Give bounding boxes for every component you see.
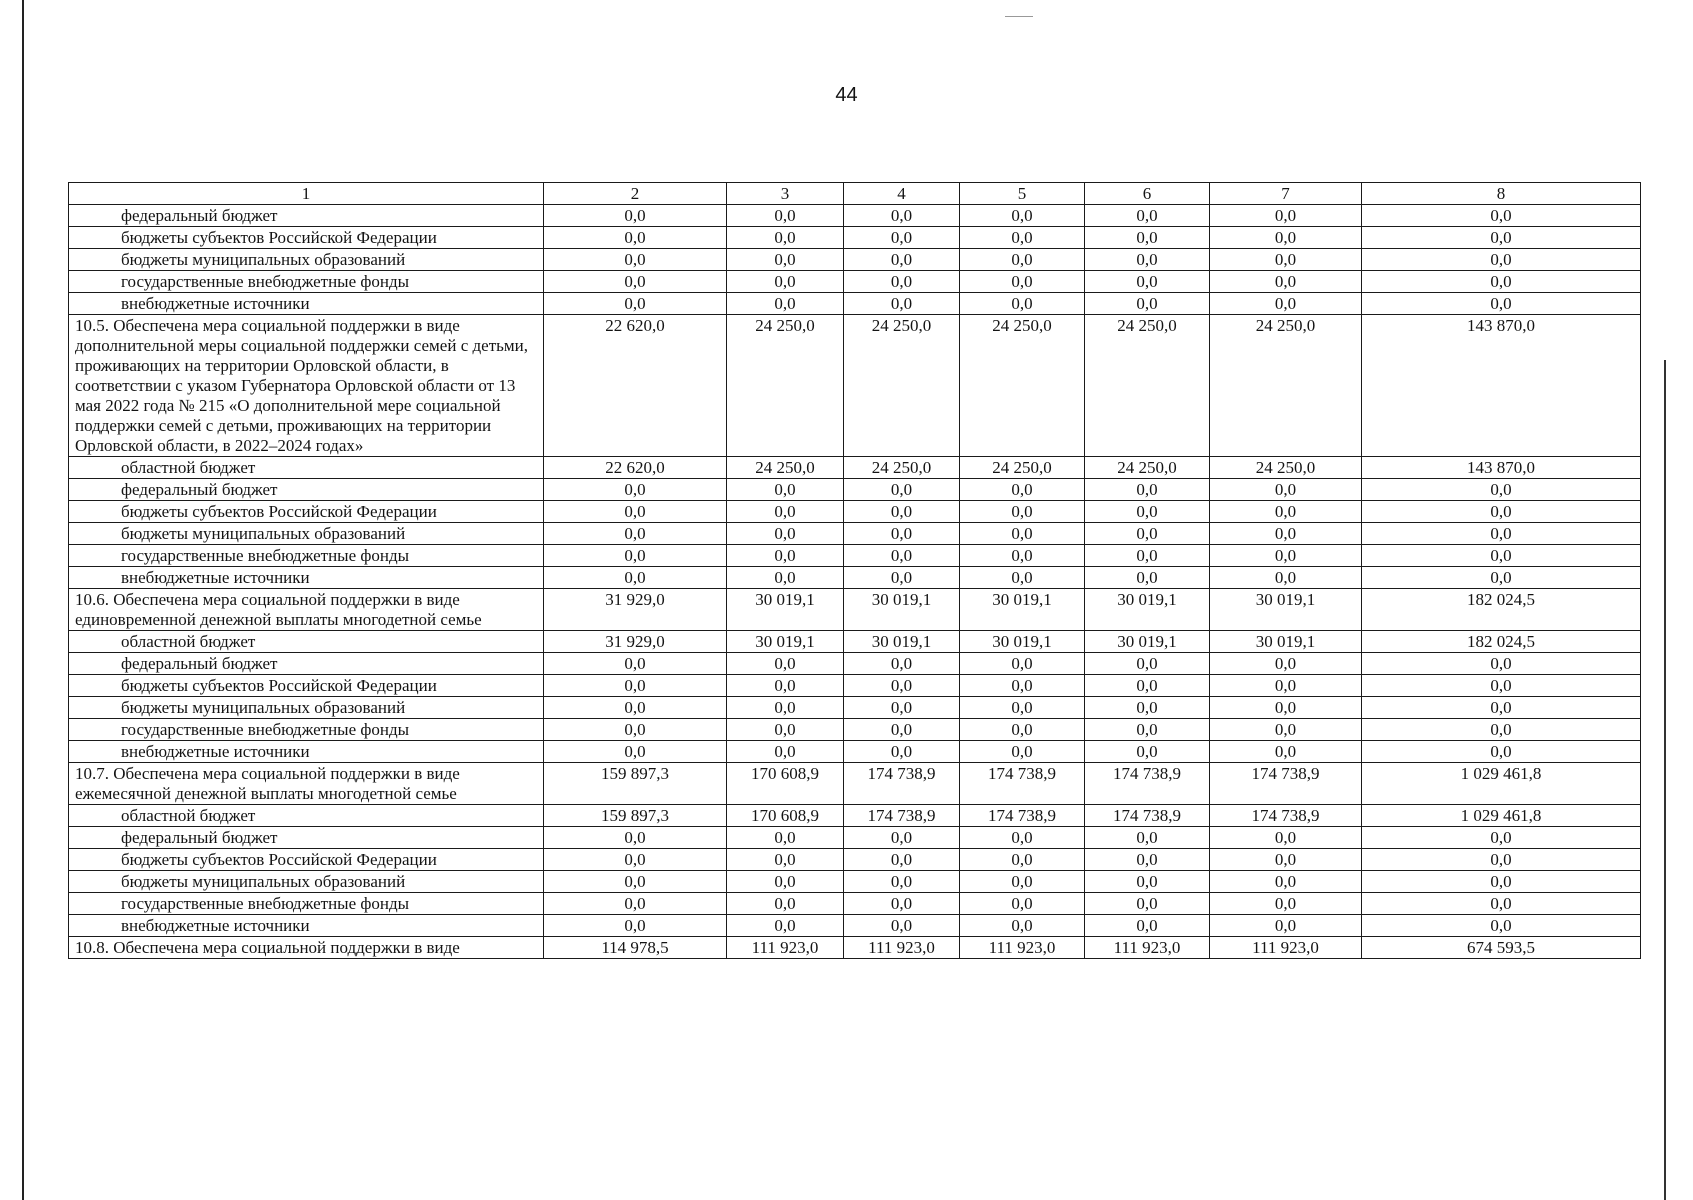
amount-cell: 0,0 <box>544 741 727 763</box>
amount-cell: 0,0 <box>1210 205 1362 227</box>
amount-cell: 0,0 <box>1085 719 1210 741</box>
source-row <box>69 827 1641 849</box>
source-row <box>69 293 1641 315</box>
amount-cell: 174 738,9 <box>1210 805 1362 827</box>
amount-cell: 0,0 <box>1085 523 1210 545</box>
amount-cell: 0,0 <box>844 827 960 849</box>
amount-cell: 0,0 <box>1210 719 1362 741</box>
amount-cell: 30 019,1 <box>1085 589 1210 631</box>
amount-cell: 0,0 <box>1362 249 1641 271</box>
amount-cell: 0,0 <box>844 653 960 675</box>
amount-cell: 0,0 <box>1210 249 1362 271</box>
amount-cell: 0,0 <box>844 697 960 719</box>
amount-cell: 0,0 <box>1362 741 1641 763</box>
amount-cell: 0,0 <box>544 271 727 293</box>
amount-cell: 0,0 <box>727 271 844 293</box>
amount-cell: 0,0 <box>544 719 727 741</box>
amount-cell: 0,0 <box>1210 523 1362 545</box>
amount-cell: 111 923,0 <box>1085 937 1210 959</box>
amount-cell: 174 738,9 <box>960 805 1085 827</box>
amount-cell: 0,0 <box>1362 227 1641 249</box>
amount-cell: 0,0 <box>1085 293 1210 315</box>
header-cell: 4 <box>844 183 960 205</box>
amount-cell: 0,0 <box>544 871 727 893</box>
amount-cell: 0,0 <box>844 205 960 227</box>
amount-cell: 0,0 <box>544 293 727 315</box>
amount-cell: 0,0 <box>1362 653 1641 675</box>
source-row <box>69 805 1641 827</box>
source-row <box>69 741 1641 763</box>
header-cell: 8 <box>1362 183 1641 205</box>
amount-cell: 0,0 <box>727 567 844 589</box>
amount-cell: 0,0 <box>960 205 1085 227</box>
funding-source-cell: федеральный бюджет <box>69 653 544 675</box>
source-row <box>69 631 1641 653</box>
funding-source-cell: бюджеты муниципальных образований <box>69 523 544 545</box>
amount-cell: 0,0 <box>844 719 960 741</box>
measure-row <box>69 763 1641 805</box>
amount-cell: 0,0 <box>960 827 1085 849</box>
amount-cell: 0,0 <box>844 249 960 271</box>
amount-cell: 30 019,1 <box>727 589 844 631</box>
funding-source-cell: бюджеты субъектов Российской Федерации <box>69 501 544 523</box>
amount-cell: 0,0 <box>960 293 1085 315</box>
amount-cell: 0,0 <box>960 915 1085 937</box>
amount-cell: 0,0 <box>844 545 960 567</box>
amount-cell: 0,0 <box>544 893 727 915</box>
measure-name-cell: 10.6. Обеспечена мера социальной поддержки в виде единовременной денежной выплаты многодетной семье <box>69 589 544 631</box>
funding-source-cell: бюджеты субъектов Российской Федерации <box>69 227 544 249</box>
amount-cell: 0,0 <box>960 523 1085 545</box>
amount-cell: 0,0 <box>960 501 1085 523</box>
amount-cell: 0,0 <box>1362 893 1641 915</box>
table-header-row <box>69 183 1641 205</box>
amount-cell: 0,0 <box>1210 271 1362 293</box>
amount-cell: 0,0 <box>544 849 727 871</box>
funding-source-cell: внебюджетные источники <box>69 741 544 763</box>
amount-cell: 0,0 <box>727 849 844 871</box>
source-row <box>69 915 1641 937</box>
source-row <box>69 849 1641 871</box>
amount-cell: 24 250,0 <box>960 315 1085 457</box>
funding-source-cell: внебюджетные источники <box>69 915 544 937</box>
amount-cell: 0,0 <box>1362 675 1641 697</box>
amount-cell: 0,0 <box>727 249 844 271</box>
amount-cell: 0,0 <box>727 227 844 249</box>
funding-source-cell: государственные внебюджетные фонды <box>69 271 544 293</box>
amount-cell: 0,0 <box>844 479 960 501</box>
amount-cell: 0,0 <box>544 697 727 719</box>
amount-cell: 0,0 <box>727 293 844 315</box>
amount-cell: 31 929,0 <box>544 631 727 653</box>
amount-cell: 0,0 <box>727 205 844 227</box>
amount-cell: 0,0 <box>1210 567 1362 589</box>
amount-cell: 0,0 <box>544 249 727 271</box>
amount-cell: 674 593,5 <box>1362 937 1641 959</box>
amount-cell: 0,0 <box>727 871 844 893</box>
amount-cell: 0,0 <box>544 227 727 249</box>
amount-cell: 174 738,9 <box>844 805 960 827</box>
source-row <box>69 893 1641 915</box>
amount-cell: 0,0 <box>1362 501 1641 523</box>
amount-cell: 24 250,0 <box>1085 457 1210 479</box>
amount-cell: 0,0 <box>844 567 960 589</box>
amount-cell: 0,0 <box>544 205 727 227</box>
amount-cell: 0,0 <box>727 523 844 545</box>
source-row <box>69 871 1641 893</box>
amount-cell: 0,0 <box>844 871 960 893</box>
funding-source-cell: областной бюджет <box>69 805 544 827</box>
amount-cell: 1 029 461,8 <box>1362 805 1641 827</box>
amount-cell: 0,0 <box>1210 545 1362 567</box>
amount-cell: 174 738,9 <box>1085 763 1210 805</box>
source-row <box>69 653 1641 675</box>
funding-source-cell: государственные внебюджетные фонды <box>69 545 544 567</box>
source-row <box>69 675 1641 697</box>
amount-cell: 0,0 <box>1210 741 1362 763</box>
amount-cell: 30 019,1 <box>1085 631 1210 653</box>
amount-cell: 0,0 <box>844 741 960 763</box>
amount-cell: 0,0 <box>844 293 960 315</box>
amount-cell: 0,0 <box>1362 271 1641 293</box>
source-row <box>69 719 1641 741</box>
amount-cell: 0,0 <box>1085 479 1210 501</box>
amount-cell: 0,0 <box>960 545 1085 567</box>
amount-cell: 0,0 <box>727 893 844 915</box>
amount-cell: 0,0 <box>1085 915 1210 937</box>
amount-cell: 0,0 <box>1085 567 1210 589</box>
amount-cell: 0,0 <box>1085 697 1210 719</box>
source-row <box>69 457 1641 479</box>
amount-cell: 24 250,0 <box>960 457 1085 479</box>
amount-cell: 159 897,3 <box>544 763 727 805</box>
amount-cell: 0,0 <box>1085 271 1210 293</box>
amount-cell: 0,0 <box>727 675 844 697</box>
header-cell: 2 <box>544 183 727 205</box>
amount-cell: 0,0 <box>1362 205 1641 227</box>
amount-cell: 0,0 <box>1210 915 1362 937</box>
amount-cell: 111 923,0 <box>1210 937 1362 959</box>
amount-cell: 30 019,1 <box>1210 589 1362 631</box>
amount-cell: 0,0 <box>1210 871 1362 893</box>
amount-cell: 0,0 <box>1085 249 1210 271</box>
amount-cell: 0,0 <box>844 675 960 697</box>
amount-cell: 31 929,0 <box>544 589 727 631</box>
amount-cell: 0,0 <box>1210 675 1362 697</box>
amount-cell: 0,0 <box>1210 849 1362 871</box>
amount-cell: 0,0 <box>1362 719 1641 741</box>
amount-cell: 0,0 <box>1362 567 1641 589</box>
header-cell: 7 <box>1210 183 1362 205</box>
amount-cell: 1 029 461,8 <box>1362 763 1641 805</box>
amount-cell: 30 019,1 <box>1210 631 1362 653</box>
amount-cell: 30 019,1 <box>844 589 960 631</box>
amount-cell: 0,0 <box>1210 293 1362 315</box>
funding-source-cell: бюджеты субъектов Российской Федерации <box>69 849 544 871</box>
amount-cell: 170 608,9 <box>727 763 844 805</box>
scan-edge-left <box>22 0 24 1200</box>
amount-cell: 0,0 <box>727 719 844 741</box>
header-cell: 3 <box>727 183 844 205</box>
amount-cell: 0,0 <box>1362 479 1641 501</box>
amount-cell: 0,0 <box>960 849 1085 871</box>
source-row <box>69 501 1641 523</box>
amount-cell: 0,0 <box>1085 741 1210 763</box>
source-row <box>69 523 1641 545</box>
amount-cell: 174 738,9 <box>1210 763 1362 805</box>
amount-cell: 159 897,3 <box>544 805 727 827</box>
amount-cell: 24 250,0 <box>1210 315 1362 457</box>
funding-source-cell: областной бюджет <box>69 631 544 653</box>
amount-cell: 0,0 <box>844 893 960 915</box>
amount-cell: 0,0 <box>844 271 960 293</box>
amount-cell: 0,0 <box>1210 697 1362 719</box>
amount-cell: 0,0 <box>1210 501 1362 523</box>
amount-cell: 0,0 <box>1085 653 1210 675</box>
amount-cell: 0,0 <box>960 249 1085 271</box>
amount-cell: 0,0 <box>544 653 727 675</box>
amount-cell: 0,0 <box>1362 849 1641 871</box>
amount-cell: 0,0 <box>844 227 960 249</box>
amount-cell: 0,0 <box>1085 501 1210 523</box>
amount-cell: 0,0 <box>1210 653 1362 675</box>
amount-cell: 0,0 <box>727 545 844 567</box>
source-row <box>69 479 1641 501</box>
amount-cell: 0,0 <box>544 479 727 501</box>
amount-cell: 0,0 <box>960 697 1085 719</box>
amount-cell: 24 250,0 <box>844 457 960 479</box>
funding-source-cell: федеральный бюджет <box>69 205 544 227</box>
amount-cell: 0,0 <box>960 653 1085 675</box>
table-body <box>69 183 1641 959</box>
funding-source-cell: федеральный бюджет <box>69 479 544 501</box>
amount-cell: 170 608,9 <box>727 805 844 827</box>
amount-cell: 0,0 <box>727 827 844 849</box>
amount-cell: 0,0 <box>544 501 727 523</box>
source-row <box>69 249 1641 271</box>
amount-cell: 0,0 <box>727 741 844 763</box>
amount-cell: 30 019,1 <box>844 631 960 653</box>
header-cell: 6 <box>1085 183 1210 205</box>
amount-cell: 0,0 <box>544 915 727 937</box>
funding-source-cell: государственные внебюджетные фонды <box>69 893 544 915</box>
amount-cell: 0,0 <box>844 501 960 523</box>
amount-cell: 111 923,0 <box>727 937 844 959</box>
funding-source-cell: внебюджетные источники <box>69 567 544 589</box>
amount-cell: 0,0 <box>960 893 1085 915</box>
amount-cell: 24 250,0 <box>727 457 844 479</box>
amount-cell: 30 019,1 <box>960 631 1085 653</box>
source-row <box>69 205 1641 227</box>
amount-cell: 0,0 <box>544 567 727 589</box>
amount-cell: 0,0 <box>960 871 1085 893</box>
amount-cell: 182 024,5 <box>1362 589 1641 631</box>
amount-cell: 174 738,9 <box>960 763 1085 805</box>
funding-source-cell: бюджеты муниципальных образований <box>69 249 544 271</box>
funding-source-cell: федеральный бюджет <box>69 827 544 849</box>
amount-cell: 174 738,9 <box>1085 805 1210 827</box>
amount-cell: 0,0 <box>1085 227 1210 249</box>
amount-cell: 0,0 <box>1210 227 1362 249</box>
source-row <box>69 567 1641 589</box>
amount-cell: 0,0 <box>844 915 960 937</box>
amount-cell: 0,0 <box>1085 871 1210 893</box>
amount-cell: 0,0 <box>1210 827 1362 849</box>
amount-cell: 0,0 <box>1085 827 1210 849</box>
amount-cell: 0,0 <box>1085 205 1210 227</box>
amount-cell: 114 978,5 <box>544 937 727 959</box>
amount-cell: 0,0 <box>1362 293 1641 315</box>
amount-cell: 0,0 <box>727 479 844 501</box>
amount-cell: 0,0 <box>1362 915 1641 937</box>
budget-table <box>68 182 1641 959</box>
amount-cell: 0,0 <box>960 567 1085 589</box>
amount-cell: 22 620,0 <box>544 457 727 479</box>
amount-cell: 0,0 <box>1210 893 1362 915</box>
amount-cell: 143 870,0 <box>1362 457 1641 479</box>
funding-source-cell: государственные внебюджетные фонды <box>69 719 544 741</box>
header-cell: 1 <box>69 183 544 205</box>
amount-cell: 0,0 <box>544 675 727 697</box>
funding-source-cell: бюджеты муниципальных образований <box>69 871 544 893</box>
amount-cell: 24 250,0 <box>1085 315 1210 457</box>
measure-name-cell: 10.7. Обеспечена мера социальной поддержки в виде ежемесячной денежной выплаты многодетной семье <box>69 763 544 805</box>
measure-name-cell: 10.5. Обеспечена мера социальной поддержки в виде дополнительной меры социальной поддержки семей с детьми, проживающих на территории Орловской области, в соответствии с указом Губернатора Орловской области от 13 мая 2022 года № 215 «О дополнительной мере социальной поддержки семей с детьми, проживающих на территории Орловской области, в 2022–2024 годах» <box>69 315 544 457</box>
amount-cell: 22 620,0 <box>544 315 727 457</box>
source-row <box>69 545 1641 567</box>
source-row <box>69 271 1641 293</box>
amount-cell: 0,0 <box>1210 479 1362 501</box>
amount-cell: 0,0 <box>960 271 1085 293</box>
amount-cell: 30 019,1 <box>727 631 844 653</box>
amount-cell: 0,0 <box>844 849 960 871</box>
amount-cell: 24 250,0 <box>727 315 844 457</box>
amount-cell: 111 923,0 <box>844 937 960 959</box>
source-row <box>69 697 1641 719</box>
amount-cell: 0,0 <box>727 653 844 675</box>
page-number: 44 <box>835 84 858 106</box>
amount-cell: 0,0 <box>1362 545 1641 567</box>
amount-cell: 30 019,1 <box>960 589 1085 631</box>
amount-cell: 24 250,0 <box>844 315 960 457</box>
amount-cell: 0,0 <box>1362 871 1641 893</box>
amount-cell: 0,0 <box>727 697 844 719</box>
amount-cell: 0,0 <box>844 523 960 545</box>
amount-cell: 0,0 <box>1362 827 1641 849</box>
source-row <box>69 227 1641 249</box>
amount-cell: 0,0 <box>1085 849 1210 871</box>
measure-row <box>69 589 1641 631</box>
measure-name-cell: 10.8. Обеспечена мера социальной поддержки в виде <box>69 937 544 959</box>
scan-edge-right <box>1664 360 1666 1200</box>
amount-cell: 24 250,0 <box>1210 457 1362 479</box>
funding-source-cell: бюджеты муниципальных образований <box>69 697 544 719</box>
amount-cell: 0,0 <box>960 227 1085 249</box>
amount-cell: 182 024,5 <box>1362 631 1641 653</box>
amount-cell: 143 870,0 <box>1362 315 1641 457</box>
funding-source-cell: внебюджетные источники <box>69 293 544 315</box>
measure-row <box>69 315 1641 457</box>
funding-source-cell: бюджеты субъектов Российской Федерации <box>69 675 544 697</box>
amount-cell: 0,0 <box>1085 545 1210 567</box>
amount-cell: 0,0 <box>960 479 1085 501</box>
funding-source-cell: областной бюджет <box>69 457 544 479</box>
amount-cell: 0,0 <box>544 545 727 567</box>
amount-cell: 0,0 <box>960 675 1085 697</box>
amount-cell: 0,0 <box>1085 675 1210 697</box>
amount-cell: 0,0 <box>960 741 1085 763</box>
amount-cell: 0,0 <box>1362 523 1641 545</box>
amount-cell: 111 923,0 <box>960 937 1085 959</box>
amount-cell: 0,0 <box>544 827 727 849</box>
amount-cell: 174 738,9 <box>844 763 960 805</box>
amount-cell: 0,0 <box>727 501 844 523</box>
measure-row <box>69 937 1641 959</box>
amount-cell: 0,0 <box>727 915 844 937</box>
header-cell: 5 <box>960 183 1085 205</box>
amount-cell: 0,0 <box>1085 893 1210 915</box>
amount-cell: 0,0 <box>960 719 1085 741</box>
scan-artifact <box>1005 16 1033 17</box>
amount-cell: 0,0 <box>1362 697 1641 719</box>
amount-cell: 0,0 <box>544 523 727 545</box>
